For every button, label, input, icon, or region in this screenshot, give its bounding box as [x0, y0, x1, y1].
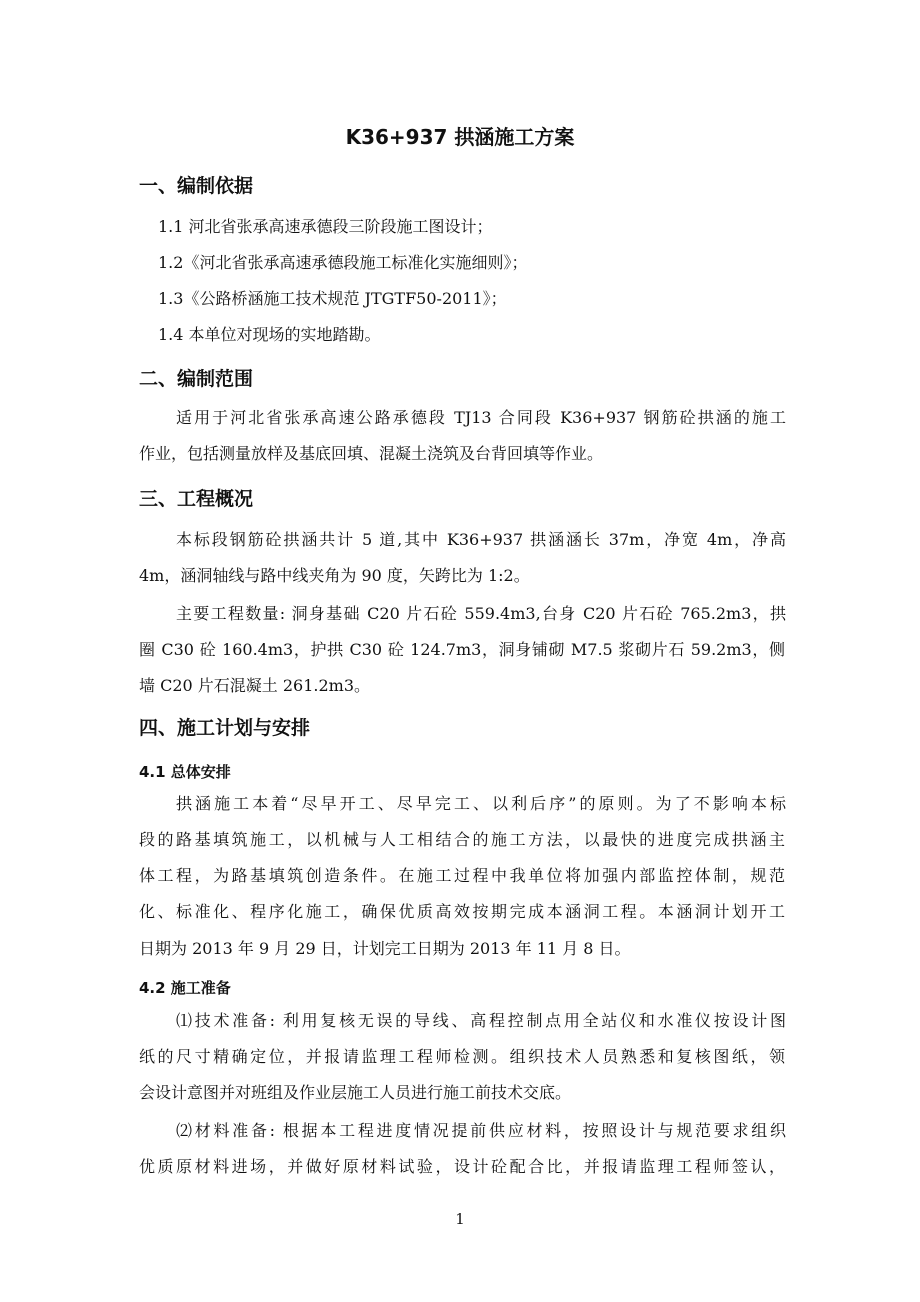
prep-p2-line-1: ⑵材料准备: 根据本工程进度情况提前供应材料，按照设计与规范要求组织: [176, 1121, 786, 1140]
scope-line-1: 适用于河北省张承高速公路承德段 TJ13 合同段 K36+937 钢筋砼拱涵的施工: [176, 408, 786, 427]
section-1-heading: 一、编制依据: [139, 175, 254, 197]
prep-p1-line-1: ⑴技术准备: 利用复核无误的导线、高程控制点用全站仪和水准仪按设计图: [176, 1011, 786, 1030]
overview-p2-line-1: 主要工程数量: 洞身基础 C20 片石砼 559.4m3,台身 C20 片石砼 765.2m3，拱: [176, 604, 786, 623]
overview-p2-line-2: 圈 C30 砼 160.4m3，护拱 C30 砼 124.7m3，洞身铺砌 M7.5 浆砌片石 59.2m3，侧: [139, 640, 785, 659]
section-4-heading: 四、施工计划与安排: [139, 717, 311, 739]
overview-p1-line-2: 4m，涵洞轴线与路中线夹角为 90 度，矢跨比为 1:2。: [139, 566, 530, 585]
plan-line-4: 化、标准化、程序化施工，确保优质高效按期完成本涵洞工程。本涵洞计划开工: [139, 902, 785, 921]
document-title: K36+937 拱涵施工方案: [345, 125, 575, 149]
prep-p2-line-2: 优质原材料进场，并做好原材料试验，设计砼配合比，并报请监理工程师签认，: [139, 1157, 785, 1176]
plan-line-2: 段的路基填筑施工，以机械与人工相结合的施工方法，以最快的进度完成拱涵主: [139, 830, 785, 849]
section-2-heading: 二、编制范围: [139, 368, 254, 390]
basis-item-4: 1.4 本单位对现场的实地踏勘。: [158, 325, 381, 344]
page-number: 1: [455, 1210, 465, 1228]
basis-item-2: 1.2《河北省张承高速承德段施工标准化实施细则》；: [158, 253, 528, 272]
section-3-heading: 三、工程概况: [139, 488, 254, 510]
plan-line-1: 拱涵施工本着“尽早开工、尽早完工、以利后序”的原则。为了不影响本标: [176, 794, 786, 813]
plan-line-3: 体工程，为路基填筑创造条件。在施工过程中我单位将加强内部监控体制，规范: [139, 866, 785, 885]
prep-p1-line-3: 会设计意图并对班组及作业层施工人员进行施工前技术交底。: [139, 1083, 572, 1102]
prep-p1-line-2: 纸的尺寸精确定位，并报请监理工程师检测。组织技术人员熟悉和复核图纸，领: [139, 1047, 785, 1066]
scope-line-2: 作业，包括测量放样及基底回填、混凝土浇筑及台背回填等作业。: [139, 444, 604, 463]
subsection-4-1-heading: 4.1 总体安排: [139, 763, 231, 781]
overview-p1-line-1: 本标段钢筋砼拱涵共计 5 道,其中 K36+937 拱涵涵长 37m，净宽 4m，净高: [176, 530, 786, 549]
plan-line-5: 日期为 2013 年 9 月 29 日，计划完工日期为 2013 年 11 月 8 日。: [139, 939, 631, 958]
subsection-4-2-heading: 4.2 施工准备: [139, 979, 231, 997]
overview-p2-line-3: 墙 C20 片石混凝土 261.2m3。: [139, 676, 371, 695]
basis-item-3: 1.3《公路桥涵施工技术规范 JTGTF50-2011》；: [158, 289, 507, 308]
basis-item-1: 1.1 河北省张承高速承德段三阶段施工图设计；: [158, 217, 493, 236]
